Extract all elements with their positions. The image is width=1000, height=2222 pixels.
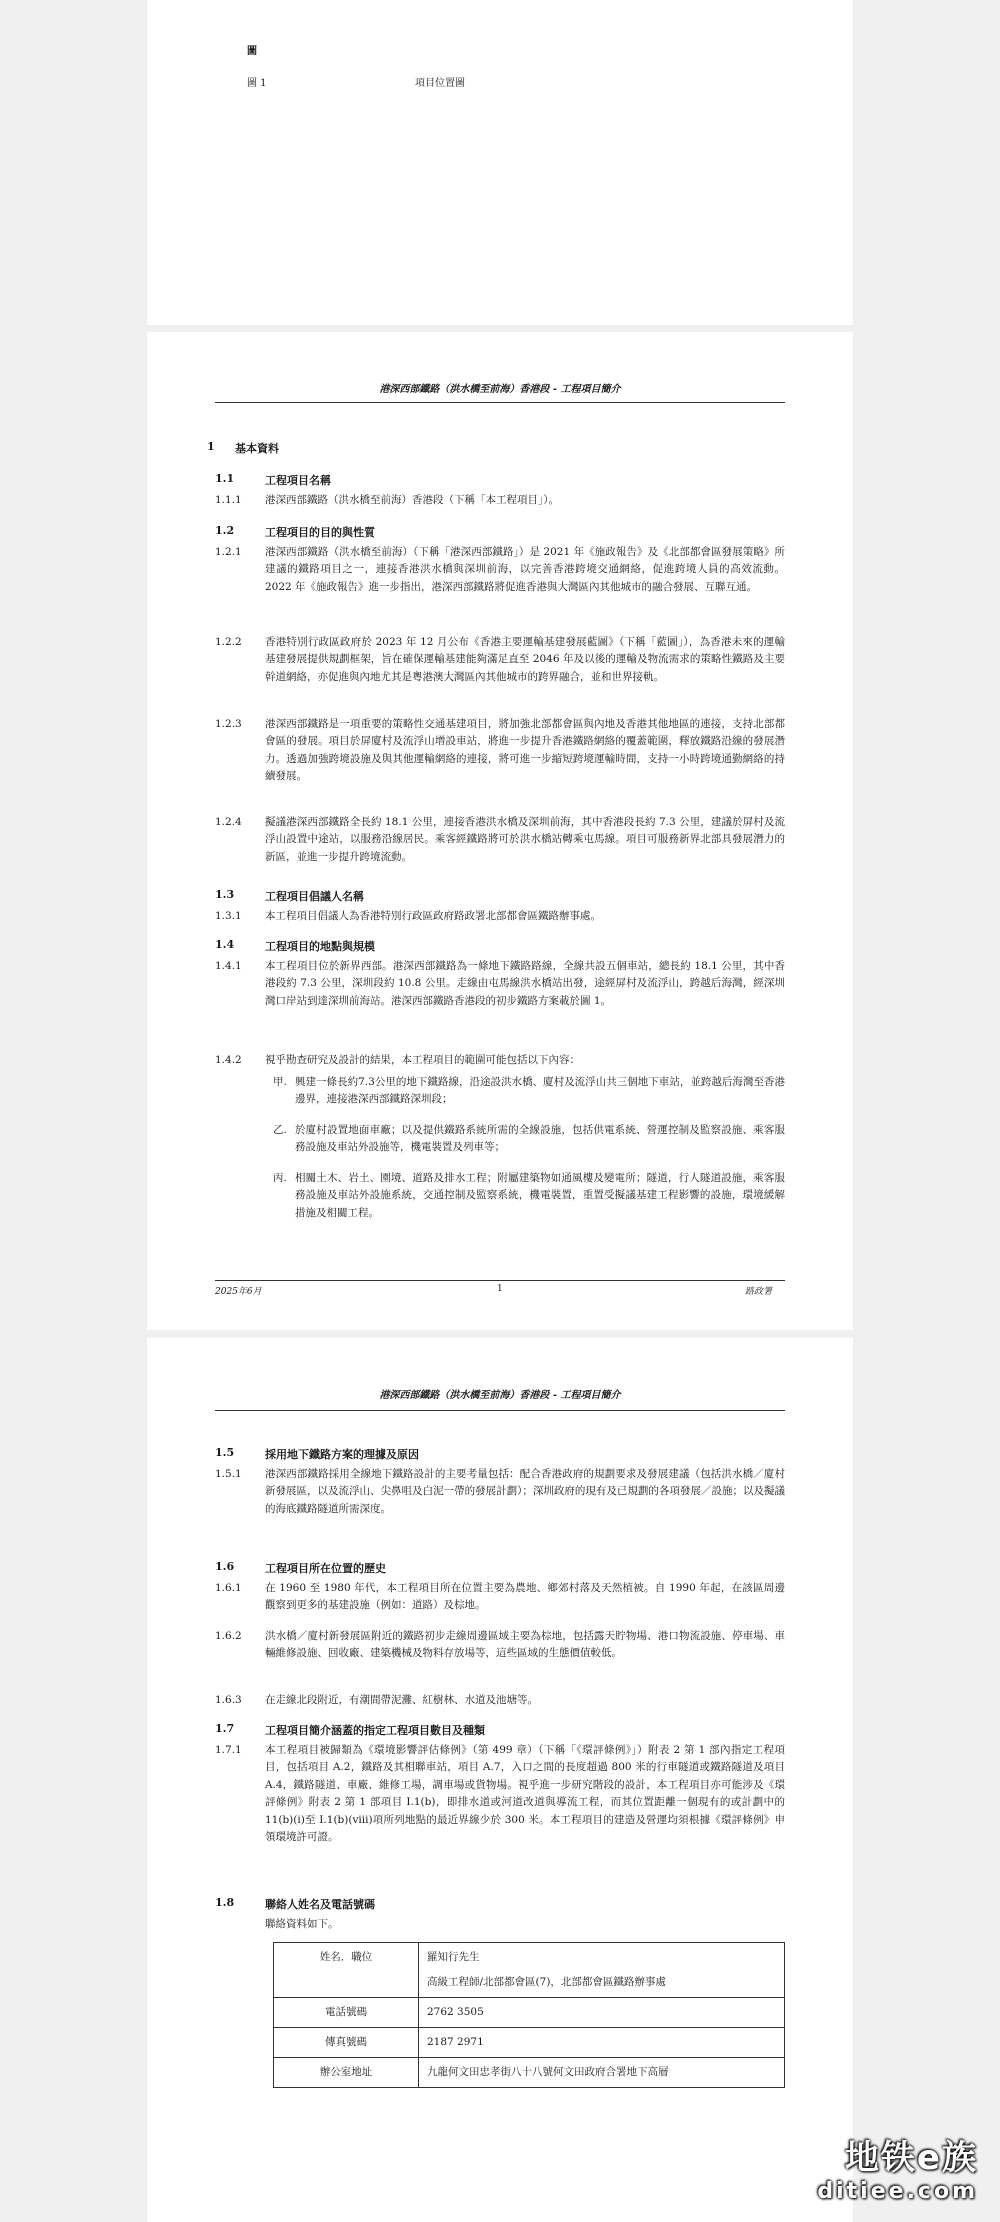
- table-row: [274, 2028, 785, 2058]
- section-title: 工程項目的目的與性質: [265, 526, 375, 539]
- paragraph-text: 港深西部鐵路（洪水橋至前海）香港段（下稱「本工程項目」）。: [265, 494, 559, 506]
- paragraph-number: 1.7.1: [215, 1744, 242, 1756]
- section-number: 1.5: [215, 1446, 235, 1459]
- paragraph-number: 1.6.2: [215, 1630, 242, 1642]
- paragraph-text: 港深西部鐵路採用全線地下鐵路設計的主要考量包括：配合香港政府的規劃要求及發展建議（包括洪水橋／廈村新發展區，以及流浮山、尖鼻咀及白泥一帶的發展計劃）；深圳政府的現有及已規劃的各項發展／設施；以及擬議的海底鐵路隧道所需深度。: [265, 1468, 785, 1515]
- section-title: 採用地下鐵路方案的理據及原因: [265, 1448, 419, 1461]
- document-page-3: [147, 1338, 853, 2222]
- section-title: 基本資料: [235, 442, 279, 455]
- paragraph-text: 港深西部鐵路是一項重要的策略性交通基建項目，將加強北部都會區與內地及香港其他地區的連接，支持北部都會區的發展。項目於屏廈村及流浮山增設車站，將進一步提升香港鐵路網絡的覆蓋範圍，釋放鐵路沿線的發展潛力。透過加強跨境設施及與其他運輸網絡的連接，將可進一步縮短跨境運輸時間，支持一小時跨境通勤網絡的持續發展。: [265, 718, 785, 783]
- header-rule: [215, 1410, 785, 1411]
- section-title: 工程項目的地點與規模: [265, 940, 375, 953]
- contact-table: [273, 1942, 785, 2088]
- footer-date: 2025年6月: [215, 1287, 262, 1297]
- section-title: 工程項目名稱: [265, 474, 331, 487]
- paragraph-text: 洪水橋／廈村新發展區附近的鐵路初步走線周邊區域主要為棕地，包括露天貯物場、港口物流設施、停車場、車輛維修設施、回收廠、建築機械及物料存放場等，這些區域的生態價值較低。: [265, 1630, 785, 1660]
- watermark-domain: ditiee.com: [817, 2179, 978, 2204]
- contact-key: 姓名．職位: [274, 1943, 419, 1998]
- section-number: 1.7: [215, 1722, 235, 1735]
- table-row: [274, 1998, 785, 2028]
- table-row: [274, 2058, 785, 2088]
- site-watermark: [817, 2130, 978, 2204]
- paragraph-number: 1.6.1: [215, 1582, 242, 1594]
- paragraph-text: 本工程項目位於新界西部。港深西部鐵路為一條地下鐵路路線，全線共設五個車站，總長約 18.1 公里，其中香港段約 7.3 公里，深圳段約 10.8 公里。走線由屯馬線洪水橋站出發，途經屏村及流浮山，跨越后海灣，經深圳灣口岸站到達深圳前海站。港深西部鐵路香港段的初步鐵路方案載於圖 1。: [265, 960, 785, 1007]
- page-header-title: 港深西部鐵路（洪水橋至前海）香港段 - 工程項目簡介: [379, 384, 621, 395]
- contact-key: 電話號碼: [274, 1998, 419, 2028]
- watermark-chinese: 地铁e族: [844, 2138, 978, 2178]
- document-page-1: [147, 0, 853, 325]
- paragraph-text: 本工程項目倡議人為香港特別行政區政府路政署北部都會區鐵路辦事處。: [265, 910, 601, 922]
- paragraph-text: 在 1960 至 1980 年代，本工程項目所在位置主要為農地、鄉郊村落及天然植被。自 1990 年起，在該區周邊觀察到更多的基建設施（例如：道路）及棕地。: [265, 1582, 785, 1612]
- paragraph-number: 1.3.1: [215, 910, 242, 922]
- paragraph-text: 在走線北段附近，有潮間帶泥灘、紅樹林、水道及池塘等。: [265, 1694, 538, 1706]
- figure-title: 項目位置圖: [415, 78, 465, 89]
- contact-key: 辦公室地址: [274, 2058, 419, 2088]
- section-number: 1.3: [215, 888, 235, 901]
- section-number: 1.6: [215, 1560, 235, 1573]
- paragraph-number: 1.2.3: [215, 718, 242, 730]
- table-row: [274, 1943, 785, 1998]
- list-item-marker: 甲.: [273, 1076, 287, 1088]
- section-number: 1.2: [215, 524, 235, 537]
- paragraph-number: 1.2.1: [215, 546, 242, 558]
- paragraph-number: 1.2.2: [215, 636, 242, 648]
- paragraph-text: 本工程項目被歸類為《環境影響評估條例》（第 499 章）（下稱「《環評條例》」）附表 2 第 1 部內指定工程項目，包括項目 A.2，鐵路及其相聯車站，項目 A.7，入口之間的長度超過 800 米的行車隧道或鐵路隧道及項目 A.4，鐵路隧道、車廠、維修工場，調車場或貨物場。視乎進一步研究階段的設計，本工程項目亦可能涉及《環評條例》附表 2 第 1 部項目 I.1(b)，即排水道或河道改道與導流工程，而其位置距離一個現有的或計劃中的 11(b)(i)至 I.1(b)(viii)項所列地點的最近界線少於 300 米。本工程項目的建造及營運均須根據《環評條例》申領環境許可證。: [265, 1744, 785, 1844]
- section-number: 1.1: [215, 472, 235, 485]
- section-number: 1.4: [215, 938, 235, 951]
- contact-name: 羅知行先生: [427, 1951, 480, 1963]
- paragraph-text: 港深西部鐵路（洪水橋至前海）（下稱「港深西部鐵路」）是 2021 年《施政報告》及《北部都會區發展策略》所建議的鐵路項目之一，連接香港洪水橋與深圳前海，以完善香港跨境交通網絡，促進跨境人員的高效流動。2022 年《施政報告》進一步指出，港深西部鐵路將促進香港與大灣區內其他城市的融合發展、互聯互通。: [265, 546, 785, 593]
- section-title: 工程項目倡議人名稱: [265, 890, 364, 903]
- figures-heading: 圖: [247, 46, 257, 57]
- section-number: 1.8: [215, 1896, 235, 1909]
- paragraph-number: 1.1.1: [215, 494, 242, 506]
- figure-number: 圖 1: [247, 78, 267, 89]
- paragraph-number: 1.5.1: [215, 1468, 242, 1480]
- paragraph-number: 1.4.1: [215, 960, 242, 972]
- footer-rule: [215, 1280, 785, 1281]
- section-title: 工程項目簡介涵蓋的指定工程項目數目及種類: [265, 1724, 485, 1737]
- contact-address: 九龍何文田忠孝街八十八號何文田政府合署地下高層: [419, 2058, 785, 2088]
- paragraph-text: 擬議港深西部鐵路全長約 18.1 公里，連接香港洪水橋及深圳前海，其中香港段長約 7.3 公里，建議於屏村及流浮山設置中途站，以服務沿線居民。乘客經鐵路將可於洪水橋站轉乘屯馬線。項目可服務新界北部具發展潛力的新區，並進一步提升跨境流動。: [265, 816, 785, 863]
- paragraph-text: 視乎勘查研究及設計的結果，本工程項目的範圍可能包括以下內容：: [265, 1054, 580, 1066]
- section-title: 聯絡人姓名及電話號碼: [265, 1898, 375, 1911]
- document-page-2: [147, 332, 853, 1330]
- contact-position: 高級工程師/北部都會區(7)，北部都會區鐵路辦事處: [427, 1976, 666, 1988]
- paragraph-text: 香港特別行政區政府於 2023 年 12 月公布《香港主要運輸基建發展藍圖》（下稱「藍圖」），為香港未來的運輸基建發展提供規劃框架，旨在確保運輸基建能夠滿足直至 2046 年及以後的運輸及物流需求的策略性鐵路及主要幹道網絡，亦促進與內地尤其是粵港澳大灣區內其他城市的跨界融合，並和世界接軌。: [265, 636, 785, 683]
- paragraph-number: 1.2.4: [215, 816, 242, 828]
- list-item-text: 相關土木、岩土、園境、道路及排水工程；附屬建築物如通風樓及變電所；隧道，行人隧道設施，乘客服務設施及車站外設施系統，交通控制及監察系統，機電裝置，重置受擬議基建工程影響的設施，環境緩解措施及相關工程。: [295, 1172, 785, 1219]
- contact-phone: 2762 3505: [419, 1998, 785, 2028]
- footer-agency: 路政署: [745, 1287, 773, 1297]
- list-item-marker: 乙.: [273, 1124, 287, 1136]
- contact-intro: 聯絡資料如下。: [265, 1918, 339, 1930]
- list-item-text: 興建一條長約7.3公里的地下鐵路線，沿途設洪水橋、廈村及流浮山共三個地下車站，並跨越后海灣至香港邊界，連接港深西部鐵路深圳段；: [295, 1076, 785, 1106]
- section-title: 工程項目所在位置的歷史: [265, 1562, 386, 1575]
- paragraph-number: 1.4.2: [215, 1054, 242, 1066]
- list-item-marker: 丙.: [273, 1172, 287, 1184]
- paragraph-number: 1.6.3: [215, 1694, 242, 1706]
- contact-value: [419, 1943, 785, 1998]
- page-header-title: 港深西部鐵路（洪水橋至前海）香港段 - 工程項目簡介: [379, 1390, 621, 1401]
- footer-page-number: 1: [497, 1284, 503, 1294]
- list-item-text: 於廈村設置地面車廠；以及提供鐵路系統所需的全線設施，包括供電系統、營運控制及監察設施、乘客服務設施及車站外設施等，機電裝置及列車等；: [295, 1124, 785, 1154]
- section-number: 1: [207, 440, 215, 453]
- header-rule: [215, 402, 785, 403]
- contact-fax: 2187 2971: [419, 2028, 785, 2058]
- contact-key: 傳真號碼: [274, 2028, 419, 2058]
